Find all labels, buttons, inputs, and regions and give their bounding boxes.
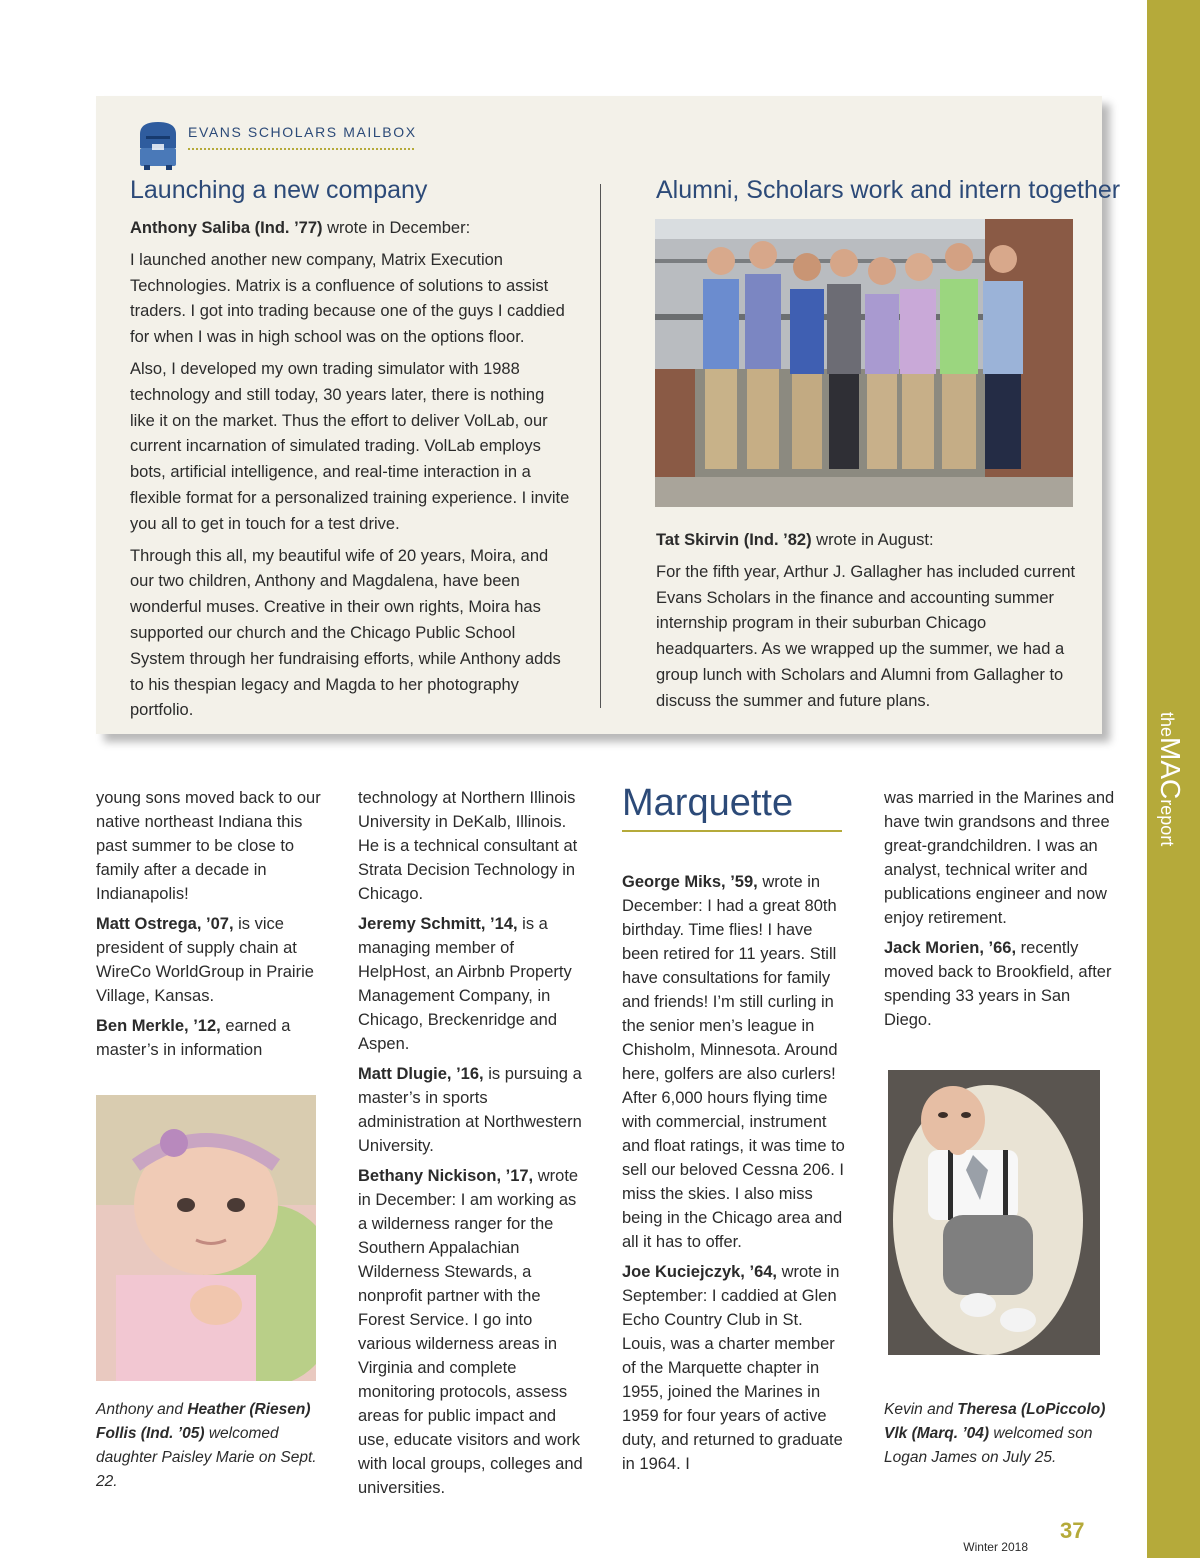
alumni-text: recently moved back to Brookfield, after spending 33 years in San Diego. (884, 939, 1112, 1029)
alumni-text: is pursuing a master’s in sports administration at Northwestern University. (358, 1065, 582, 1155)
alumni-text: earned a master’s in information (96, 1017, 291, 1059)
page-number: 37 (1060, 1518, 1085, 1543)
brand-the: the (1157, 712, 1177, 738)
alumni-note (884, 936, 1116, 1032)
column-3 (622, 870, 848, 1482)
caption-text: welcomed son Logan James on July 25. (884, 1425, 1093, 1466)
caption-text: Kevin and (884, 1401, 958, 1418)
caption-name: Theresa (LoPiccolo) Vlk (Marq. ’04) (884, 1401, 1106, 1442)
byline-rest: wrote in December: (322, 219, 471, 237)
group-photo (655, 219, 1073, 507)
caption-name: Heather (Riesen) Follis (Ind. ’05) (96, 1401, 311, 1442)
kicker-divider (188, 148, 414, 150)
right-headline: Alumni, Scholars work and intern together (656, 176, 1121, 204)
alumni-name: Ben Merkle, ’12, (96, 1017, 221, 1035)
right-byline (656, 528, 1076, 554)
alumni-text: wrote in December: I am working as a wilderness ranger for the Southern Appalachian Wilderness Stewards, a nonprofit partner with the Forest Service. I go into various wilderness areas in Virginia and complete monitoring protocols, assess areas for public impact and use, educate visitors and work with local groups, colleges and universities. (358, 1167, 583, 1497)
left-headline: Launching a new company (130, 176, 428, 204)
baby-girl-caption (96, 1398, 336, 1494)
alumni-name: Jack Morien, ’66, (884, 939, 1017, 957)
alumni-text: is a managing member of HelpHost, an Airbnb Property Management Company, in Chicago, Breckenridge and Aspen. (358, 915, 572, 1053)
right-article (656, 528, 1076, 721)
paragraph: Through this all, my beautiful wife of 20 years, Moira, and our two children, Anthony and Magdalena, have been wonderful muses. Creative in their own rights, Moira has supported our church and the Chicago Public School System through her fundraising efforts, while Anthony adds to his thespian legacy and Magda to her photography portfolio. (130, 546, 561, 720)
alumni-note (358, 912, 586, 1056)
section-heading-marquette: Marquette (622, 782, 794, 824)
column-4 (884, 786, 1116, 1038)
baby-girl-photo (96, 1095, 316, 1381)
brand-report: report (1157, 799, 1177, 847)
alumni-name: George Miks, ’59, (622, 873, 758, 891)
byline-name: Anthony Saliba (Ind. ’77) (130, 219, 323, 237)
alumni-note (96, 1014, 328, 1062)
baby-boy-photo (888, 1070, 1100, 1355)
caption-text: Anthony and (96, 1401, 188, 1418)
baby-boy-caption (884, 1398, 1114, 1470)
column-2 (358, 786, 586, 1506)
continued-text: was married in the Marines and have twin grandsons and three great-grandchildren. I was an analyst, technical writer and publications engineer and now enjoy retirement. (884, 789, 1115, 927)
continued-text: young sons moved back to our native northeast Indiana this past summer to be close to family after a decade in Indianapolis! (96, 789, 321, 903)
paragraph: For the fifth year, Arthur J. Gallagher has included current Evans Scholars in the finance and accounting summer internship program in their suburban Chicago headquarters. As we wrapped up the summer, we had a group lunch with Scholars and Alumni from Gallagher to discuss the summer and future plans. (656, 562, 1076, 710)
alumni-name: Jeremy Schmitt, ’14, (358, 915, 518, 933)
alumni-note (622, 1260, 848, 1476)
paragraph: I launched another new company, Matrix Execution Technologies. Matrix is a confluence of solutions to assist traders. I got into trading because one of the guys I caddied for when I was in high school was on the options floor. (130, 250, 565, 347)
continued-text: technology at Northern Illinois University in DeKalb, Illinois. He is a technical consultant at Strata Decision Technology in Chicago. (358, 789, 578, 903)
column-divider (600, 184, 601, 708)
column-1 (96, 786, 328, 1068)
alumni-text: is vice president of supply chain at WireCo WorldGroup in Prairie Village, Kansas. (96, 915, 314, 1005)
caption-text: welcomed daughter Paisley Marie on Sept. 22. (96, 1425, 317, 1490)
alumni-text: wrote in September: I caddied at Glen Echo Country Club in St. Louis, was a charter member of the Marquette chapter in 1955, joined the Marines in 1959 for four years of active duty, and returned to graduate in 1964. I (622, 1263, 843, 1473)
byline-rest: wrote in August: (811, 531, 934, 549)
magazine-brand (1150, 712, 1190, 852)
brand-mac: MAC (1155, 737, 1186, 800)
alumni-name: Joe Kuciejczyk, ’64, (622, 1263, 778, 1281)
alumni-note (622, 870, 848, 1254)
byline-name: Tat Skirvin (Ind. ’82) (656, 531, 812, 549)
alumni-text: wrote in December: I had a great 80th birthday. Time flies! I have been retired for 11 years. Still have consultations for family and friends! I’m still curling in the senior men’s league in Chisholm, Minnesota. Around here, golfers are also curlers! After 6,000 hours flying time with commercial, instrument and float ratings, it was time to sell our beloved Cessna 206. I miss the skies. I also miss being in the Chicago area and all it has to offer. (622, 873, 845, 1251)
alumni-name: Matt Ostrega, ’07, (96, 915, 234, 933)
issue-label: Winter 2018 (963, 1540, 1028, 1554)
section-kicker: EVANS SCHOLARS MAILBOX (188, 124, 417, 140)
alumni-note (96, 912, 328, 1008)
left-byline (130, 216, 570, 242)
left-article (130, 216, 570, 730)
alumni-name: Matt Dlugie, ’16, (358, 1065, 484, 1083)
heading-rule (622, 830, 842, 832)
alumni-name: Bethany Nickison, ’17, (358, 1167, 534, 1185)
mailbox-icon (138, 120, 178, 170)
paragraph: Also, I developed my own trading simulator with 1988 technology and still today, 30 years later, there is nothing like it on the market. Thus the effort to deliver VolLab, our current incarnation of simulated trading. VolLab employs bots, artificial intelligence, and real-time interaction in a flexible format for a personalized training experience. I invite you all to get in touch for a test drive. (130, 359, 570, 533)
alumni-note (358, 1062, 586, 1158)
alumni-note (358, 1164, 586, 1500)
